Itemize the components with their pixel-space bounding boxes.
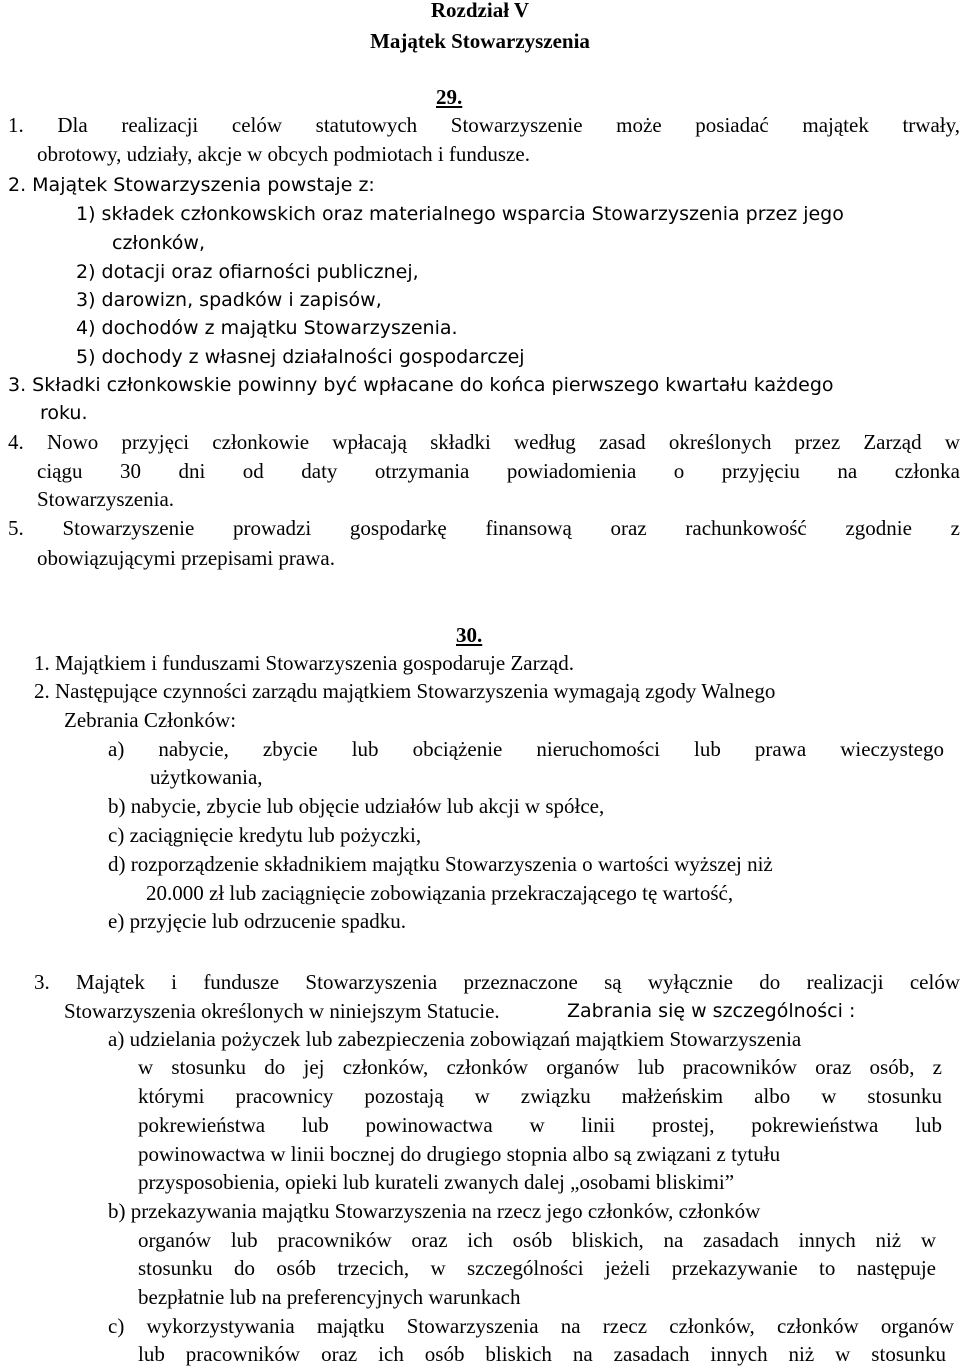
list-item: c) zaciągnięcie kredytu lub pożyczki, bbox=[108, 823, 422, 847]
list-item: 5) dochody z własnej działalności gospodarczej bbox=[76, 346, 525, 368]
list-item: b) przekazywania majątku Stowarzyszenia na rzecz jego członków, członków bbox=[108, 1199, 761, 1223]
list-item: 4) dochodów z majątku Stowarzyszenia. bbox=[76, 317, 458, 339]
list-item: powinowactwa w linii bocznej do drugiego stopnia albo są związani z tytułu bbox=[138, 1142, 781, 1166]
paragraph-line: roku. bbox=[40, 402, 88, 424]
list-item: 1) składek członkowskich oraz materialnego wsparcia Stowarzyszenia przez jego bbox=[76, 203, 844, 225]
list-item: a) udzielania pożyczek lub zabezpieczenia zobowiązań majątkiem Stowarzyszenia bbox=[108, 1027, 802, 1051]
section-29-heading: 29. bbox=[436, 85, 463, 109]
list-item: a) nabycie, zbycie lub obciążenie nieruchomości lub prawa wieczystego bbox=[108, 737, 944, 761]
list-item: w stosunku do jej członków, członków organów lub pracowników oraz osób, z bbox=[138, 1055, 942, 1079]
paragraph-line: obrotowy, udziały, akcje w obcych podmiotach i fundusze. bbox=[37, 142, 530, 166]
list-item: stosunku do osób trzecich, w szczególności jeżeli przekazywanie to następuje bbox=[138, 1256, 936, 1280]
paragraph-line: 2. Następujące czynności zarządu majątkiem Stowarzyszenia wymagają zgody Walnego bbox=[34, 679, 776, 703]
list-item: 3) darowizn, spadków i zapisów, bbox=[76, 289, 382, 311]
paragraph-line: Stowarzyszenia. bbox=[37, 487, 175, 511]
paragraph-line: 4. Nowo przyjęci członkowie wpłacają składki według zasad określonych przez Zarząd w bbox=[8, 430, 960, 454]
list-item: lub pracowników oraz ich osób bliskich na zasadach innych niż w stosunku bbox=[138, 1342, 946, 1366]
paragraph-line: 5. Stowarzyszenie prowadzi gospodarkę finansową oraz rachunkowość zgodnie z bbox=[8, 516, 960, 540]
list-item: b) nabycie, zbycie lub objęcie udziałów lub akcji w spółce, bbox=[108, 794, 605, 818]
paragraph-line: 3. Majątek i fundusze Stowarzyszenia przeznaczone są wyłącznie do realizacji celów bbox=[34, 970, 960, 994]
paragraph-line: 3. Składki członkowskie powinny być wpłacane do końca pierwszego kwartału każdego bbox=[8, 374, 834, 396]
list-item: c) wykorzystywania majątku Stowarzyszenia na rzecz członków, członków organów bbox=[108, 1314, 954, 1338]
paragraph-line: obowiązującymi przepisami prawa. bbox=[37, 546, 335, 570]
list-item: 20.000 zł lub zaciągnięcie zobowiązania przekraczającego tę wartość, bbox=[146, 881, 734, 905]
list-item: d) rozporządzenie składnikiem majątku Stowarzyszenia o wartości wyższej niż bbox=[108, 852, 773, 876]
paragraph-line: Zebrania Członków: bbox=[64, 708, 237, 732]
list-item: organów lub pracowników oraz ich osób bliskich, na zasadach innych niż w bbox=[138, 1228, 936, 1252]
list-item: przysposobienia, opieki lub kurateli zwanych dalej „osobami bliskimi” bbox=[138, 1170, 735, 1194]
chapter-title: Rozdział V bbox=[430, 0, 530, 22]
section-30-heading: 30. bbox=[456, 623, 483, 647]
paragraph-line: Zabrania się w szczególności : bbox=[567, 1000, 856, 1022]
list-item: członków, bbox=[112, 232, 206, 254]
chapter-subtitle: Majątek Stowarzyszenia bbox=[370, 29, 590, 53]
list-item: bezpłatnie lub na preferencyjnych warunkach bbox=[138, 1285, 521, 1309]
paragraph-line: 2. Majątek Stowarzyszenia powstaje z: bbox=[8, 174, 375, 196]
list-item: użytkowania, bbox=[150, 765, 263, 789]
list-item: e) przyjęcie lub odrzucenie spadku. bbox=[108, 909, 406, 933]
paragraph-line: Stowarzyszenia określonych w niniejszym Statucie. bbox=[64, 999, 500, 1023]
paragraph-line: ciągu 30 dni od daty otrzymania powiadomienia o przyjęciu na członka bbox=[37, 459, 960, 483]
list-item: którymi pracownicy pozostają w związku małżeńskim albo w stosunku bbox=[138, 1084, 942, 1108]
list-item: pokrewieństwa lub powinowactwa w linii prostej, pokrewieństwa lub bbox=[138, 1113, 942, 1137]
paragraph-line: 1. Dla realizacji celów statutowych Stowarzyszenie może posiadać majątek trwały, bbox=[8, 113, 960, 137]
list-item: 2) dotacji oraz ofiarności publicznej, bbox=[76, 261, 419, 283]
paragraph-line: 1. Majątkiem i funduszami Stowarzyszenia gospodaruje Zarząd. bbox=[34, 651, 574, 675]
